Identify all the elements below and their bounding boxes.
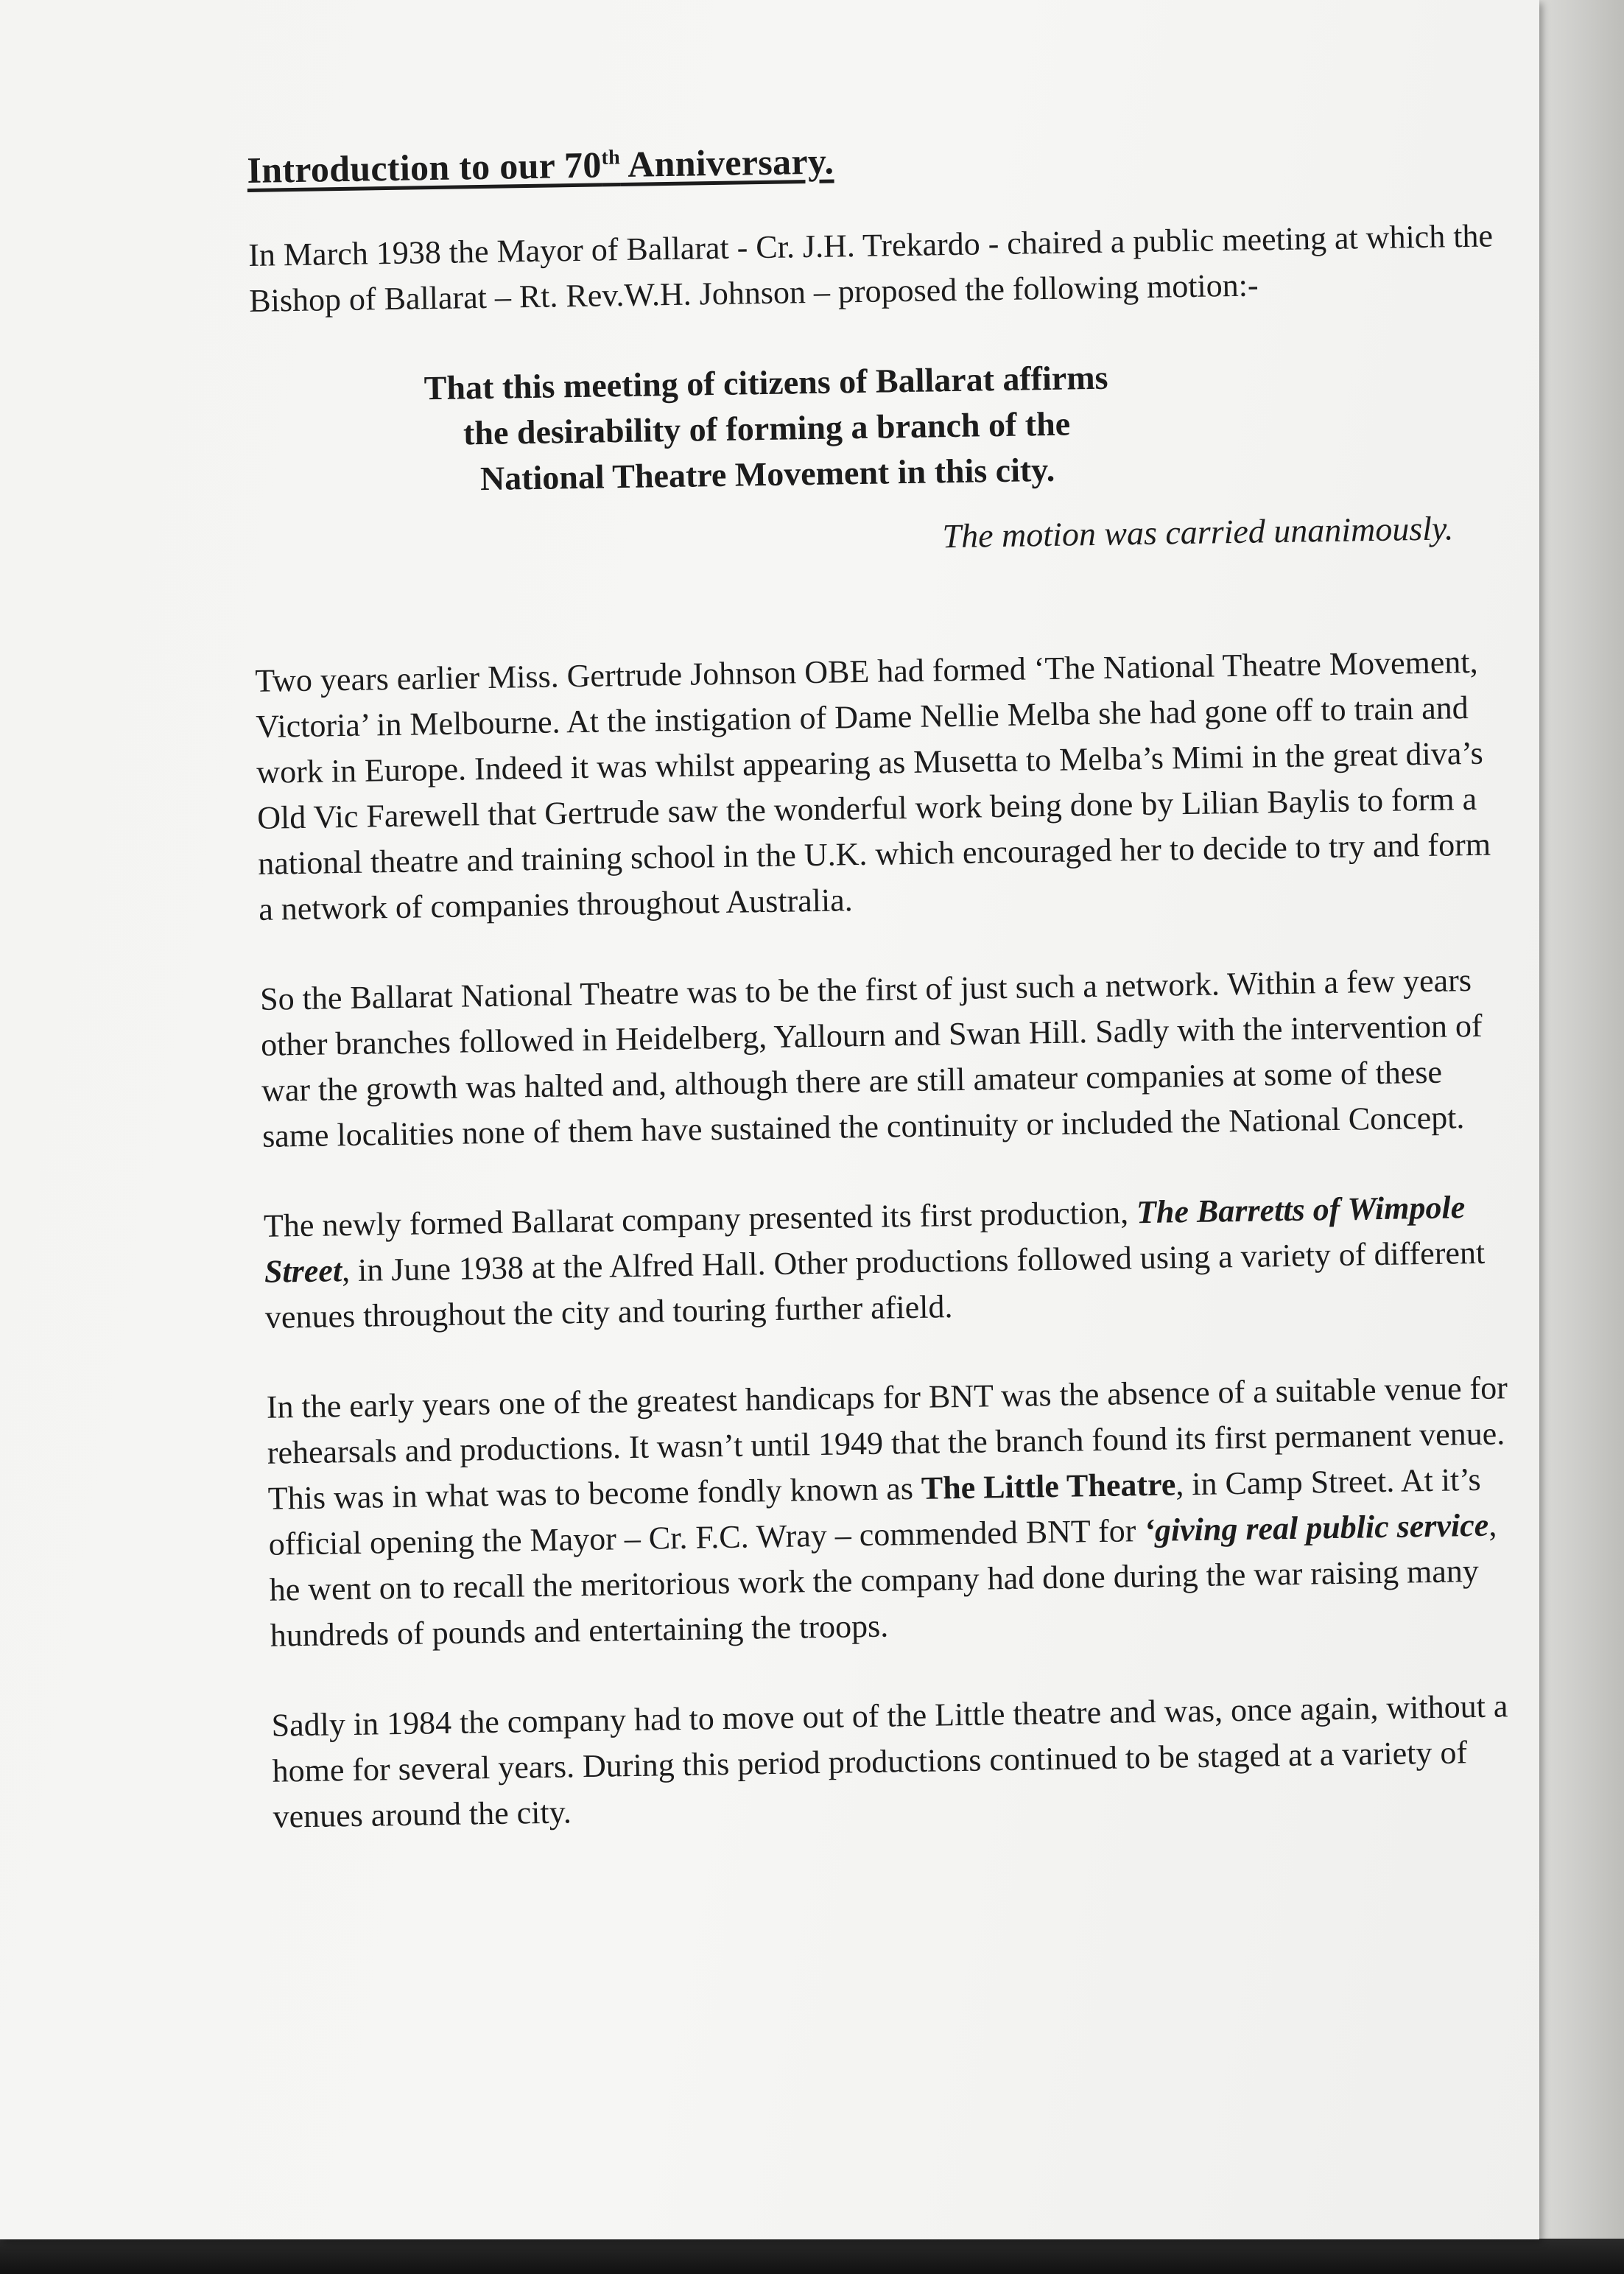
paragraph-two-years-earlier: Two years earlier Miss. Gertrude Johnson OBE had formed ‘The National Theatre Movement, Victoria’ in Melbourne. At the instigation of Dame Nellie Melba she had gone off to train and work in Europe. Indeed it was whilst appearing as Musetta to Melba’s Mimi in the great diva’s Old Vic Farewell that Gertrude saw the wonderful work being done by Lilian Baylis to form a national theatre and training school in the U.K. which encouraged her to decide to try and form a network of companies throughout Australia.	[254, 643, 1491, 927]
title-prefix: Introduction to our 70	[247, 144, 602, 191]
motion-line: That this meeting of citizens of Ballarat affirms	[423, 358, 1108, 407]
motion-line: the desirability of forming a branch of the	[463, 404, 1071, 452]
page-content	[247, 127, 1526, 1884]
venue-name: The Little Theatre	[921, 1466, 1176, 1506]
motion-result: The motion was carried unanimously.	[942, 509, 1454, 555]
text-span: In the early years one of the greatest handicaps for BNT was the absence of a suitable venue for rehearsals and productions. It wasn’t until 1949 that the branch found its first permanent venue. This was in what was to become fondly known as	[266, 1369, 1508, 1517]
intro-paragraph: In March 1938 the Mayor of Ballarat - Cr. J.H. Trekardo - chaired a public meeting at which the Bishop of Ballarat – Rt. Rev.W.H. Johnson – proposed the following motion:-	[247, 217, 1494, 319]
paragraph-network: So the Ballarat National Theatre was to be the first of just such a network. Within a few years other branches followed in Heidelberg, Yallourn and Swan Hill. Sadly with the intervention of war the growth was halted and, although there are still amateur companies at some of these same localities none of them have sustained the continuity or included the National Concept.	[259, 962, 1483, 1154]
text-span: The newly formed Ballarat company presented its first production,	[263, 1194, 1137, 1244]
title-suffix: Anniversary.	[619, 140, 834, 186]
title-superscript: th	[601, 146, 621, 169]
text-span: , in Camp Street. At it’s official opening the Mayor – Cr. F.C. Wray – commended BNT for	[268, 1461, 1481, 1562]
mayor-quote: ‘giving real public service	[1143, 1506, 1489, 1549]
paragraph-first-production	[264, 1184, 1518, 1341]
text-span: , in June 1938 at the Alfred Hall. Other productions followed using a variety of different venues throughout the city and touring further afield.	[264, 1234, 1486, 1336]
paragraph-venue	[266, 1365, 1522, 1659]
page-title	[247, 127, 1500, 193]
table-surface	[0, 2239, 1624, 2274]
paragraph-1984: Sadly in 1984 the company had to move out of the Little theatre and was, once again, without a home for several years. During this period productions continued to be staged at a variety of venues around the city.	[271, 1688, 1508, 1835]
text-span: , he went on to recall the meritorious work the company had done during the war raising many hundreds of pounds and entertaining the troops.	[269, 1506, 1497, 1654]
motion-block	[250, 352, 1284, 505]
motion-line: National Theatre Movement in this city.	[479, 450, 1055, 498]
book-edge	[1539, 0, 1624, 2274]
play-title: The Barretts of Wimpole Street	[264, 1189, 1466, 1290]
